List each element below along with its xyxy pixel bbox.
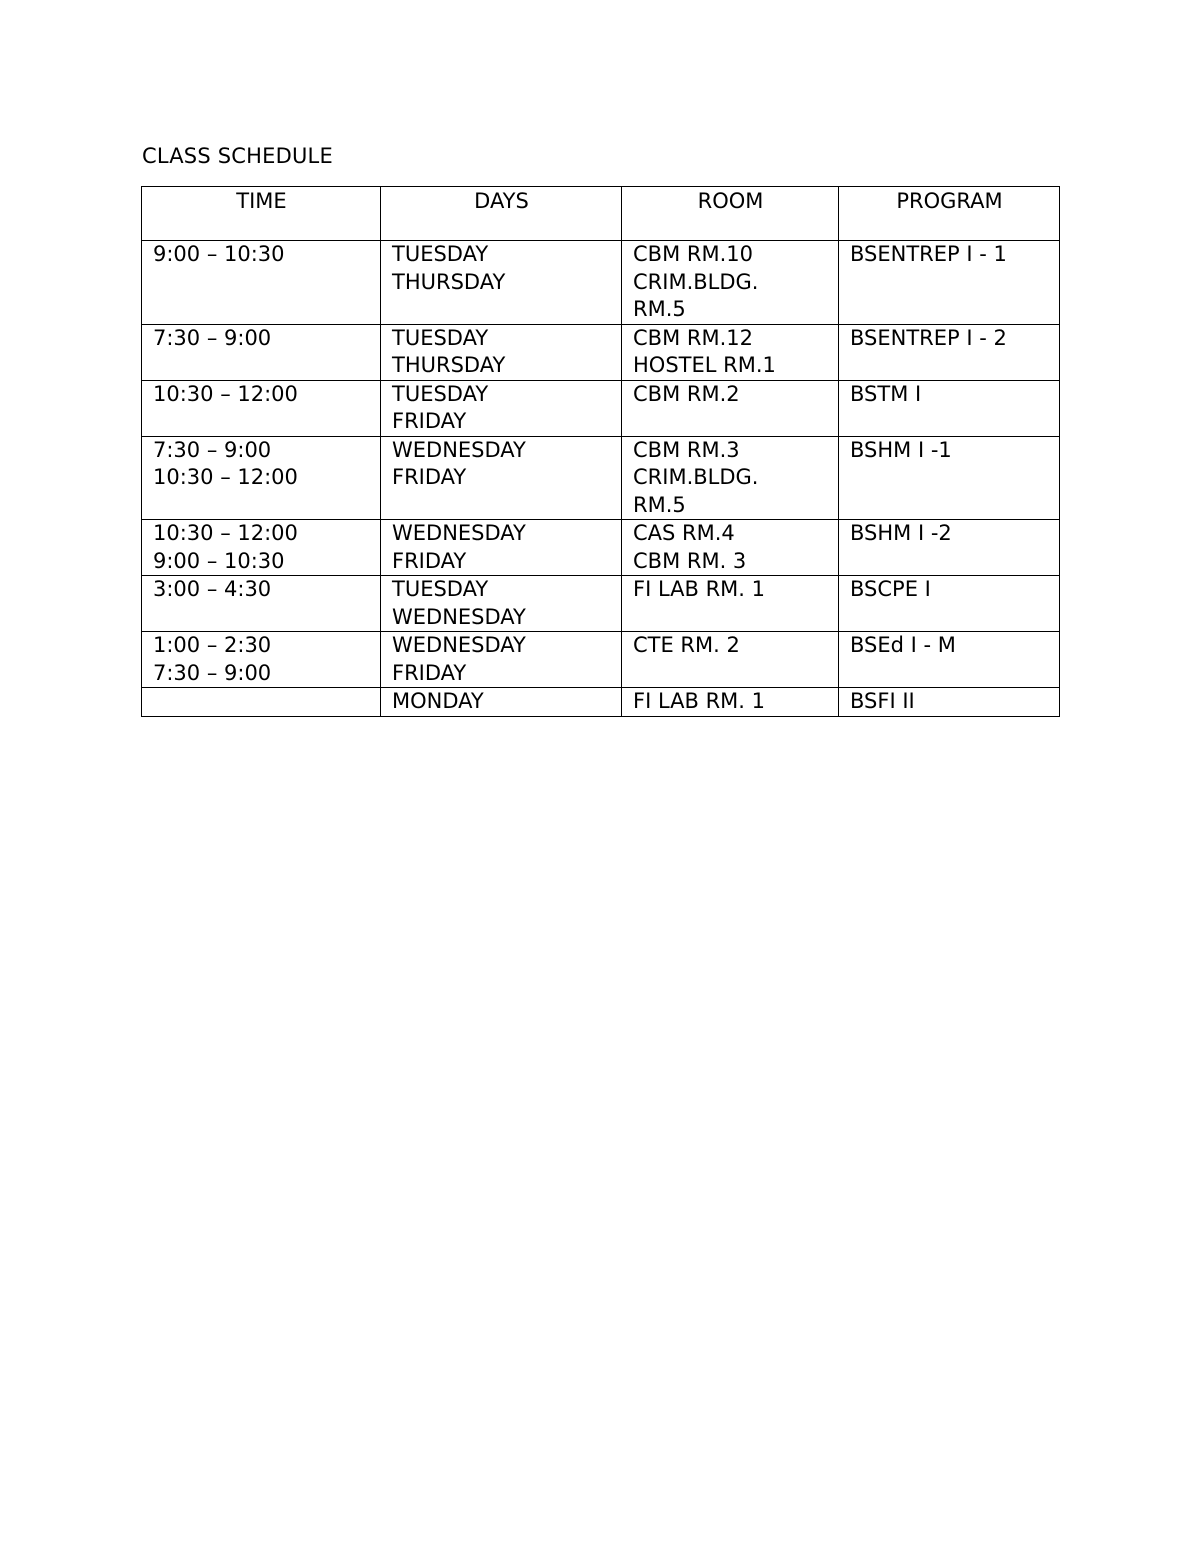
day-line: FRIDAY [392,409,467,433]
room-line: CAS RM.4 [633,521,735,545]
time-line: 7:30 – 9:00 [153,660,272,685]
program-line: BSFI II [850,689,915,713]
cell-room [622,380,839,436]
cell-days [381,436,622,520]
day-line: THURSDAY [392,269,506,294]
cell-days [381,576,622,632]
table-row [142,380,1060,436]
room-line: CBM RM.2 [633,381,740,406]
room-line: FI LAB RM. 1 [633,577,765,601]
cell-program [839,520,1060,576]
time-line [153,269,370,297]
program-line: BSTM I [850,381,922,406]
time-line: 7:30 – 9:00 [153,325,272,350]
time-line: 9:00 – 10:30 [153,242,285,266]
room-line: CRIM.BLDG. [633,269,759,294]
day-line: MONDAY [392,689,484,713]
room-line: RM.5 [633,297,686,321]
cell-days [381,632,622,688]
cell-time [142,688,381,717]
cell-room [622,632,839,688]
cell-time [142,436,381,520]
day-line: TUESDAY [392,325,489,350]
time-line: 3:00 – 4:30 [153,577,272,601]
day-line: WEDNESDAY [392,521,526,545]
cell-days [381,324,622,380]
cell-program [839,632,1060,688]
room-line: CBM RM. 3 [633,548,747,573]
header-room: ROOM [622,187,839,241]
header-days: DAYS [381,187,622,241]
program-line: BSENTREP I - 2 [850,325,1007,350]
room-line: FI LAB RM. 1 [633,689,765,713]
day-line: WEDNESDAY [392,633,526,657]
time-line: 10:30 – 12:00 [153,465,298,489]
room-line: RM.5 [633,492,686,517]
cell-room [622,520,839,576]
room-line: CBM RM.10 [633,242,753,266]
cell-days [381,380,622,436]
cell-room [622,688,839,717]
class-schedule-table [141,186,1060,717]
cell-program [839,576,1060,632]
room-line: HOSTEL RM.1 [633,353,776,377]
cell-days [381,688,622,717]
day-line: TUESDAY [392,242,489,266]
cell-program [839,324,1060,380]
header-time: TIME [142,187,381,241]
cell-time [142,241,381,325]
program-line: BSENTREP I - 1 [850,242,1007,266]
room-line: CBM RM.3 [633,437,740,462]
day-line: WEDNESDAY [392,437,526,462]
cell-time [142,380,381,436]
cell-program [839,436,1060,520]
cell-time [142,520,381,576]
time-line: 7:30 – 9:00 [153,437,272,462]
cell-program [839,380,1060,436]
cell-time [142,324,381,380]
cell-days [381,241,622,325]
day-line: TUESDAY [392,381,489,406]
time-line: 10:30 – 12:00 [153,521,298,545]
day-line: THURSDAY [392,353,506,377]
room-line: CRIM.BLDG. [633,465,759,489]
table-row [142,324,1060,380]
table-row [142,576,1060,632]
cell-time [142,576,381,632]
table-row [142,520,1060,576]
table-row [142,241,1060,325]
room-line: CBM RM.12 [633,325,753,350]
day-line: FRIDAY [392,548,467,573]
time-line [153,688,370,716]
document-title: CLASS SCHEDULE [142,144,333,168]
table-row [142,436,1060,520]
program-line: BSEd I - M [850,633,956,657]
day-line: WEDNESDAY [392,604,526,629]
cell-program [839,241,1060,325]
table-header-row [142,187,1060,241]
day-line: FRIDAY [392,660,467,685]
cell-room [622,576,839,632]
day-line: FRIDAY [392,465,467,489]
room-line: CTE RM. 2 [633,633,740,657]
time-line: 10:30 – 12:00 [153,381,298,406]
time-line: 9:00 – 10:30 [153,548,285,573]
time-line: 1:00 – 2:30 [153,633,272,657]
table-row [142,688,1060,717]
cell-program [839,688,1060,717]
day-line: TUESDAY [392,577,489,601]
program-line: BSCPE I [850,577,931,601]
program-line: BSHM I -1 [850,437,952,462]
cell-days [381,520,622,576]
cell-room [622,436,839,520]
header-program: PROGRAM [839,187,1060,241]
program-line: BSHM I -2 [850,521,952,545]
cell-room [622,324,839,380]
table-row [142,632,1060,688]
cell-time [142,632,381,688]
cell-room [622,241,839,325]
